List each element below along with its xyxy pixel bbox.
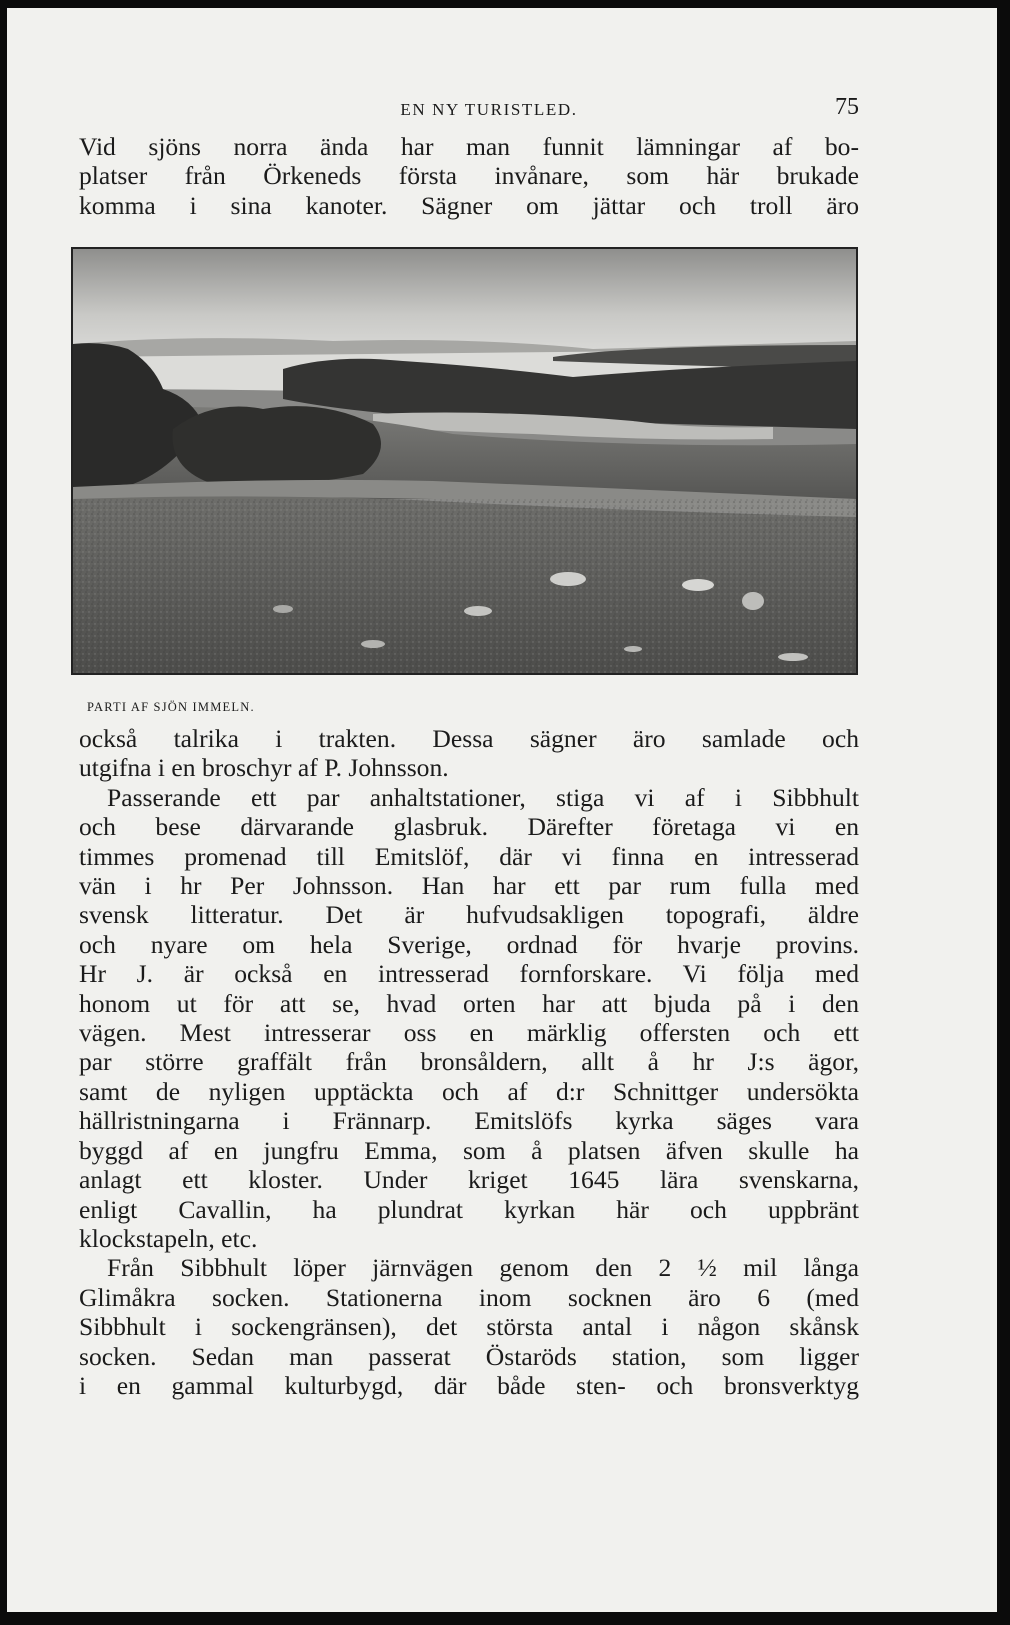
text-line: och nyare om hela Sverige, ordnad för hvarje provins. (79, 929, 859, 959)
text-line: svensk litteratur. Det är hufvudsakligen topografi, äldre (79, 900, 859, 930)
text-line: par större graffält från bronsåldern, allt å hr J:s ägor, (79, 1047, 859, 1077)
text-line: timmes promenad till Emitslöf, där vi finna en intresserad (79, 841, 859, 871)
text-line: Passerande ett par anhaltstationer, stiga vi af i Sibbhult (107, 782, 859, 812)
running-head (79, 94, 859, 124)
text-line: samt de nyligen upptäckta och af d:r Schnittger undersökta (79, 1076, 859, 1106)
text-line: hällristningarna i Frännarp. Emitslöfs kyrka säges vara (79, 1106, 859, 1136)
text-line: Hr J. är också en intresserad fornforskare. Vi följa med (79, 959, 859, 989)
text-line: komma i sina kanoter. Sägner om jättar och troll äro (79, 190, 859, 220)
page-number: 75 (835, 94, 859, 120)
text-line: Glimåkra socken. Stationerna inom socknen äro 6 (med (79, 1282, 859, 1312)
text-line: platser från Örkeneds första invånare, som här brukade (79, 161, 859, 191)
text-line: enligt Cavallin, ha plundrat kyrkan här och uppbränt (79, 1194, 859, 1224)
text-line: också talrika i trakten. Dessa sägner äro samlade och (79, 724, 859, 753)
paragraph-top (79, 132, 859, 220)
text-line: i en gammal kulturbygd, där både sten- och bronsverktyg (79, 1370, 859, 1400)
text-line: anlagt ett kloster. Under kriget 1645 lära svenskarna, (79, 1165, 859, 1195)
text-line: vän i hr Per Johnsson. Han har ett par rum fulla med (79, 871, 859, 901)
book-page (7, 8, 997, 1612)
text-line: socken. Sedan man passerat Östaröds station, som ligger (79, 1341, 859, 1371)
text-line: byggd af en jungfru Emma, som å platsen äfven skulle ha (79, 1135, 859, 1165)
running-title: EN NY TURISTLED. (400, 100, 578, 119)
text-line: utgifna i en broschyr af P. Johnsson. (79, 753, 449, 783)
text-line: honom ut för att se, hvad orten har att bjuda på i den (79, 988, 859, 1018)
text-line: vägen. Mest intresserar oss en märklig offersten och ett (79, 1018, 859, 1048)
text-line: Från Sibbhult löper järnvägen genom den 2 ½ mil långa (107, 1253, 859, 1283)
figure-caption: PARTI AF SJÖN IMMELN. (87, 700, 255, 714)
text-line: klockstapeln, etc. (79, 1223, 258, 1253)
text-line: Sibbhult i sockengränsen), det största antal i någon skånsk (79, 1312, 859, 1342)
lake-photograph-image (73, 249, 856, 673)
paragraph-main (79, 724, 859, 1400)
text-line: Vid sjöns norra ända har man funnit lämningar af bo- (79, 132, 859, 161)
lake-photograph (71, 247, 858, 675)
text-line: och bese därvarande glasbruk. Därefter företaga vi en (79, 812, 859, 842)
